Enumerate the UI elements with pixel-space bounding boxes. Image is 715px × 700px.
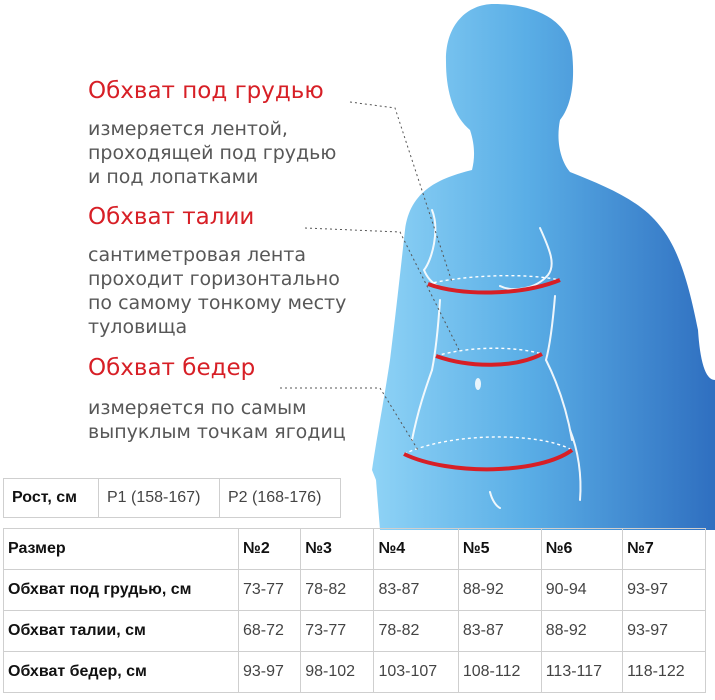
size-header-label: Размер xyxy=(4,529,239,570)
underbust-title: Обхват под грудью xyxy=(88,78,324,104)
row-label-underbust: Обхват под грудью, см xyxy=(4,570,239,611)
table-row xyxy=(4,611,706,652)
table-cell: 73-77 xyxy=(301,611,374,652)
table-row xyxy=(4,570,706,611)
size-header-cell: №3 xyxy=(301,529,374,570)
size-header-cell: №5 xyxy=(458,529,541,570)
height-table xyxy=(3,478,341,518)
hips-desc-line: выпуклым точкам ягодиц xyxy=(88,421,346,443)
table-cell: 73-77 xyxy=(239,570,301,611)
table-cell: 88-92 xyxy=(458,570,541,611)
size-header-row xyxy=(4,529,706,570)
body-silhouette xyxy=(372,4,715,530)
underbust-description xyxy=(88,117,336,189)
table-cell: 78-82 xyxy=(301,570,374,611)
height-option-p2: P2 (168-176) xyxy=(220,479,341,518)
size-header-cell: №2 xyxy=(239,529,301,570)
size-header-cell: №7 xyxy=(623,529,706,570)
table-cell: 93-97 xyxy=(623,611,706,652)
height-row xyxy=(4,479,341,518)
table-cell: 83-87 xyxy=(374,570,458,611)
table-cell: 83-87 xyxy=(458,611,541,652)
height-option-p1: P1 (158-167) xyxy=(99,479,220,518)
waist-desc-line: проходит горизонтально xyxy=(88,268,340,290)
waist-desc-line: туловища xyxy=(88,316,188,338)
table-cell: 88-92 xyxy=(541,611,622,652)
row-label-waist: Обхват талии, см xyxy=(4,611,239,652)
size-table xyxy=(3,528,706,693)
row-label-hips: Обхват бедер, см xyxy=(4,652,239,693)
waist-desc-line: по самому тонкому месту xyxy=(88,292,347,314)
height-label: Рост, см xyxy=(4,479,99,518)
underbust-desc-line: и под лопатками xyxy=(88,166,259,188)
size-header-cell: №4 xyxy=(374,529,458,570)
waist-description xyxy=(88,243,346,339)
navel xyxy=(475,378,481,390)
table-cell: 68-72 xyxy=(239,611,301,652)
table-cell: 113-117 xyxy=(541,652,622,693)
hips-title: Обхват бедер xyxy=(88,355,256,381)
hips-description xyxy=(88,396,346,444)
table-cell: 93-97 xyxy=(239,652,301,693)
underbust-desc-line: проходящей под грудью xyxy=(88,142,337,164)
table-row xyxy=(4,652,706,693)
table-cell: 90-94 xyxy=(541,570,622,611)
table-cell: 98-102 xyxy=(301,652,374,693)
table-cell: 108-112 xyxy=(458,652,541,693)
table-cell: 78-82 xyxy=(374,611,458,652)
underbust-desc-line: измеряется лентой, xyxy=(88,118,288,140)
table-cell: 103-107 xyxy=(374,652,458,693)
table-cell: 118-122 xyxy=(623,652,706,693)
waist-desc-line: сантиметровая лента xyxy=(88,244,306,266)
table-cell: 93-97 xyxy=(623,570,706,611)
waist-title: Обхват талии xyxy=(88,204,255,230)
hips-desc-line: измеряется по самым xyxy=(88,397,307,419)
size-header-cell: №6 xyxy=(541,529,622,570)
